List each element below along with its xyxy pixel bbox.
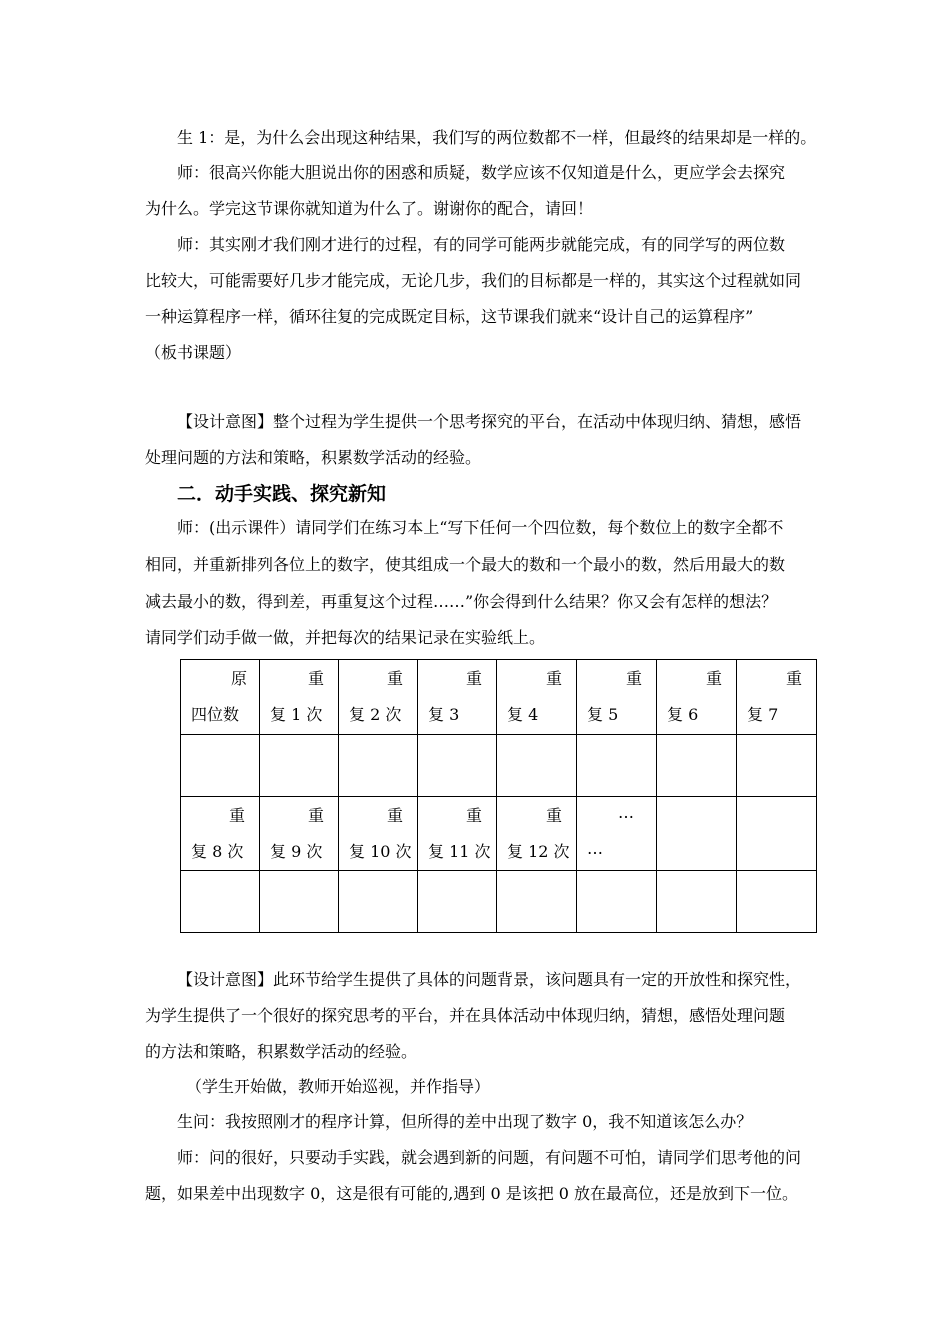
table-cell [418,797,497,871]
table-cell-empty[interactable] [181,871,260,933]
cell-bottom-text: 复 12 次 [507,842,570,861]
paragraph-teacher-1-line2: 为什么。学完这节课你就知道为什么了。谢谢你的配合，请回！ [145,199,594,218]
cell-bottom-text: 复 9 次 [270,842,323,861]
table-cell-empty[interactable] [657,797,737,871]
table-cell-empty[interactable] [260,735,339,797]
paragraph-student-1: 生 1：是，为什么会出现这种结果，我们写的两位数都不一样，但最终的结果却是一样的。 [177,128,817,147]
paragraph-teacher-4-line1: 师：问的很好，只要动手实践，就会遇到新的问题，有问题不可怕，请同学们思考他的问 [177,1148,802,1167]
table-cell [657,660,737,735]
cell-top-text: 重 [625,669,642,688]
paragraph-teacher-1-line1: 师：很高兴你能大胆说出你的困惑和质疑，数学应该不仅知道是什么，更应学会去探究 [177,163,786,182]
cell-bottom-text: 复 7 [747,705,779,724]
table-cell [497,660,577,735]
cell-top-text: 重 [386,806,403,825]
paragraph-teacher-3-line3: 减去最小的数，得到差，再重复这个过程……”你会得到什么结果？你又会有怎样的想法？ [145,592,778,611]
paragraph-teacher-2-line2: 比较大，可能需要好几步才能完成，无论几步，我们的目标都是一样的，其实这个过程就如同 [145,271,802,290]
cell-bottom-text: … [587,839,603,858]
table-cell [418,660,497,735]
table-cell [181,797,260,871]
table-row-header-2 [181,797,817,871]
table-cell-empty[interactable] [497,871,577,933]
paragraph-teacher-3-line2: 相同，并重新排列各位上的数字，使其组成一个最大的数和一个最小的数，然后用最大的数 [145,555,786,574]
paragraph-student-question: 生问：我按照刚才的程序计算，但所得的差中出现了数字 0，我不知道该怎么办？ [177,1112,753,1131]
cell-bottom-text: 复 5 [587,705,619,724]
cell-top-text: 重 [228,806,245,825]
paragraph-teacher-4-line2: 题，如果差中出现数字 0，这是很有可能的,遇到 0 是该把 0 放在最高位，还是放到下一位。 [145,1184,799,1203]
cell-bottom-text: 复 11 次 [428,842,491,861]
cell-top-text: 重 [307,806,324,825]
cell-top-text: 重 [465,806,482,825]
table-cell-empty[interactable] [737,797,817,871]
table-cell [260,660,339,735]
cell-bottom-text: 复 6 [667,705,699,724]
table-cell-empty[interactable] [339,735,418,797]
paragraph-stage-direction: （学生开始做，教师开始巡视，并作指导） [186,1077,491,1096]
table-cell [339,797,418,871]
cell-bottom-text: 复 4 [507,705,539,724]
design-intent-2-line2: 为学生提供了一个很好的探究思考的平台，并在具体活动中体现归纳，猜想，感悟处理问题 [145,1006,786,1025]
cell-top-text: 重 [545,669,562,688]
design-intent-1-line2: 处理问题的方法和策略，积累数学活动的经验。 [145,448,482,467]
paragraph-teacher-2-line4: （板书课题） [145,343,242,362]
cell-top-text: … [618,803,634,822]
cell-bottom-text: 四位数 [191,705,240,724]
paragraph-teacher-2-line3: 一种运算程序一样，循环往复的完成既定目标，这节课我们就来“设计自己的运算程序” [145,307,754,326]
table-cell [737,660,817,735]
cell-top-text: 原 [231,669,248,688]
design-intent-1-line1: 【设计意图】整个过程为学生提供一个思考探究的平台，在活动中体现归纳、猜想，感悟 [177,412,802,431]
table-cell-empty[interactable] [657,871,737,933]
cell-bottom-text: 复 3 [428,705,460,724]
table-cell [497,797,577,871]
table-row-header-1 [181,660,817,735]
table-cell-empty[interactable] [577,735,657,797]
design-intent-2-line1: 【设计意图】此环节给学生提供了具体的问题背景，该问题具有一定的开放性和探究性， [177,970,802,989]
table-cell-empty[interactable] [418,871,497,933]
table-cell-empty[interactable] [339,871,418,933]
table-cell [577,797,657,871]
design-intent-2-line3: 的方法和策略，积累数学活动的经验。 [145,1042,418,1061]
cell-bottom-text: 复 10 次 [349,842,412,861]
cell-top-text: 重 [386,669,403,688]
table-cell-empty[interactable] [737,871,817,933]
cell-top-text: 重 [785,669,802,688]
table-cell-empty[interactable] [181,735,260,797]
cell-bottom-text: 复 8 次 [191,842,244,861]
cell-bottom-text: 复 2 次 [349,705,402,724]
table-cell-empty[interactable] [497,735,577,797]
cell-bottom-text: 复 1 次 [270,705,323,724]
table-cell [339,660,418,735]
table-cell-empty[interactable] [577,871,657,933]
table-cell-empty[interactable] [657,735,737,797]
table-cell-empty[interactable] [418,735,497,797]
paragraph-teacher-3-line4: 请同学们动手做一做，并把每次的结果记录在实验纸上。 [145,628,546,647]
cell-top-text: 重 [545,806,562,825]
table-row-empty-1 [181,735,817,797]
paragraph-teacher-3-line1: 师：(出示课件）请同学们在练习本上“写下任何一个四位数，每个数位上的数字全都不 [177,518,784,537]
experiment-record-table [180,659,817,933]
cell-top-text: 重 [465,669,482,688]
paragraph-teacher-2-line1: 师：其实刚才我们刚才进行的过程，有的同学可能两步就能完成，有的同学写的两位数 [177,235,786,254]
table-cell-empty[interactable] [260,871,339,933]
section-heading: 二．动手实践、探究新知 [177,483,387,505]
cell-top-text: 重 [307,669,324,688]
table-cell [181,660,260,735]
table-cell [577,660,657,735]
table-cell-empty[interactable] [737,735,817,797]
table-cell [260,797,339,871]
cell-top-text: 重 [705,669,722,688]
table-row-empty-2 [181,871,817,933]
